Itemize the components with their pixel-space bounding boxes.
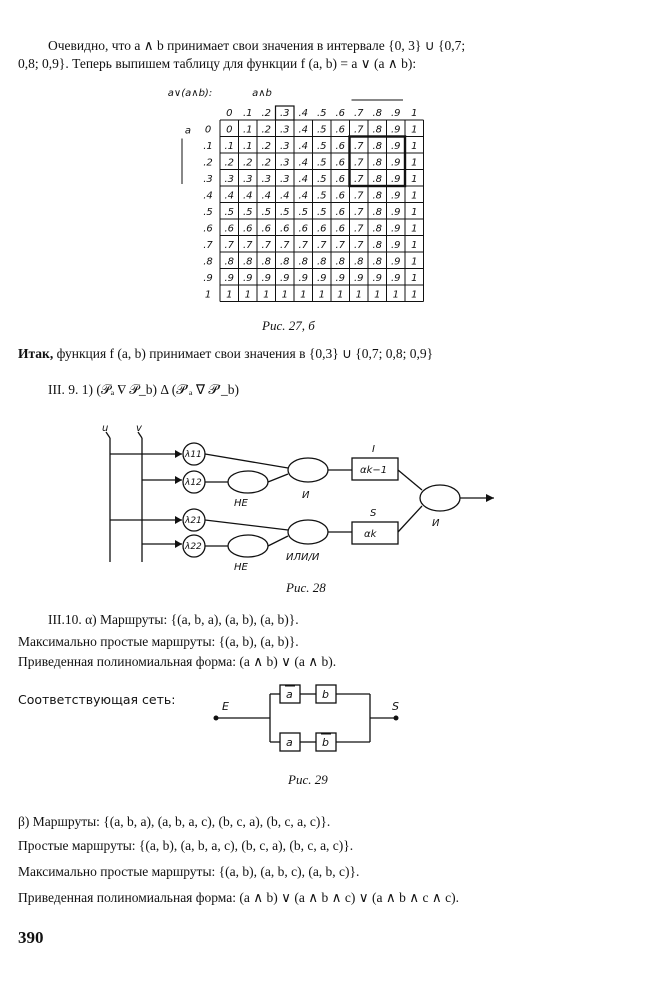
table-cell: .6 [335, 223, 346, 235]
table-cell: .7 [353, 124, 364, 136]
page-number: 390 [18, 928, 44, 947]
table-cell: .8 [372, 190, 383, 202]
table-cell: .5 [279, 206, 290, 218]
table-cell: .7 [353, 206, 364, 218]
table-cell: .9 [224, 272, 235, 284]
table-cell: .8 [372, 223, 383, 235]
table-cell: .8 [242, 256, 253, 268]
table-cell: .9 [390, 124, 401, 136]
table-cell: .6 [335, 190, 346, 202]
beta-routes: β) Маршруты: {(a, b, a), (a, b, a, c), (b, c, a), (b, c, a, c)}. [18, 814, 331, 829]
table-cell: 1 [411, 173, 418, 185]
itak-rest: функция f (a, b) принимает свои значения в {0,3} ∪ {0,7; 0,8; 0,9} [56, 346, 434, 361]
table-row-header: .8 [203, 256, 213, 268]
table-cell: .5 [261, 206, 272, 218]
table-cell: .1 [242, 140, 253, 152]
table-cell: 1 [411, 157, 418, 169]
fig29-label-S: S [392, 700, 399, 713]
table-cell: .3 [279, 173, 290, 185]
table-cell: .7 [335, 239, 346, 251]
simple-routes: Простые маршруты: {(a, b), (a, b, a, c), (b, c, a), (b, c, a, c)}. [18, 838, 354, 853]
table-cell: .4 [242, 190, 253, 202]
table-cell: .9 [390, 272, 401, 284]
table-cell: .6 [298, 223, 309, 235]
table-cell: .9 [390, 140, 401, 152]
table-cell: .2 [261, 124, 272, 136]
fig28-input-u: u [102, 423, 109, 434]
table-cell: .7 [242, 239, 253, 251]
table-cell: .1 [224, 140, 235, 152]
table-col-header: .2 [261, 108, 272, 119]
table-cell: .9 [390, 256, 401, 268]
fig28-not-bottom: НЕ [234, 562, 248, 573]
table-cell: 1 [411, 256, 418, 268]
table-col-header: .3 [279, 108, 290, 119]
fig29-top-a: a [286, 688, 293, 701]
table-row-header: .9 [203, 272, 213, 284]
table-cell: 0 [226, 124, 233, 136]
itak-line [18, 346, 433, 362]
table-cell: .7 [353, 190, 364, 202]
fig28-label-S: S [370, 508, 377, 519]
fig28-input-v: v [136, 423, 142, 434]
table-cell: 1 [318, 289, 325, 301]
table-cell: .4 [298, 124, 309, 136]
table-cell: .8 [224, 256, 235, 268]
table-cell: .4 [261, 190, 272, 202]
table-col-header: .7 [353, 108, 364, 119]
table-cell: .4 [224, 190, 235, 202]
table-cell: .5 [242, 206, 253, 218]
fig28-alpha-k: αk [364, 529, 377, 540]
table-cell: .9 [390, 223, 401, 235]
table-cell: .7 [316, 239, 327, 251]
fig28-and-top: И [302, 490, 310, 501]
fig28-lambda11: λ11 [185, 450, 202, 460]
max-simple-routes-1: Максимально простые маршруты: {(a, b), (a, b)}. [18, 634, 299, 649]
table-cell: 1 [411, 140, 418, 152]
table-cell: .9 [372, 272, 383, 284]
table-cell: .8 [372, 124, 383, 136]
table-cell: .4 [298, 140, 309, 152]
table-row-header: 0 [204, 124, 212, 136]
fig28-alpha-k1: αk−1 [360, 465, 388, 476]
fig29-bottom-b: b [322, 736, 329, 749]
table-cell: .9 [298, 272, 309, 284]
table-cell: .9 [335, 272, 346, 284]
table-cell: .7 [279, 239, 290, 251]
table-col-header: 1 [411, 108, 418, 119]
table-cell: .9 [390, 239, 401, 251]
table-cell: .2 [261, 140, 272, 152]
table-cell: .6 [335, 124, 346, 136]
table-cell: .9 [279, 272, 290, 284]
table-cell: .6 [335, 206, 346, 218]
table-cell: 1 [392, 289, 399, 301]
table-cell: .9 [261, 272, 272, 284]
table-cell: .6 [261, 223, 272, 235]
table-cell: .9 [390, 173, 401, 185]
table-cell: .7 [353, 239, 364, 251]
table-cell: .8 [372, 239, 383, 251]
figure-27-table [160, 84, 460, 309]
fig28-lambda21: λ21 [185, 516, 202, 526]
table-cell: 1 [244, 289, 251, 301]
table-cell: .6 [279, 223, 290, 235]
figure-28-diagram [96, 420, 506, 580]
table-cell: .8 [372, 140, 383, 152]
table-cell: 1 [411, 206, 418, 218]
table-cell: .8 [353, 256, 364, 268]
table-cell: 1 [355, 289, 362, 301]
table-cell: .4 [279, 190, 290, 202]
table-col-header: .5 [316, 108, 327, 119]
table-row-header: .6 [203, 223, 213, 235]
table-cell: .5 [316, 190, 327, 202]
table-row-header: .4 [203, 190, 213, 202]
fig28-lambda12: λ12 [185, 478, 202, 488]
table-cell: 1 [411, 289, 418, 301]
table-cell: .6 [335, 140, 346, 152]
table-cell: .7 [261, 239, 272, 251]
table-cell: .5 [316, 140, 327, 152]
table-cell: 1 [337, 289, 344, 301]
table-cell: .5 [298, 206, 309, 218]
table-cell: .2 [261, 157, 272, 169]
table-row-header: .5 [203, 206, 213, 218]
table-cell: .7 [353, 223, 364, 235]
fig29-bottom-a: a [286, 736, 293, 749]
table-cell: .9 [390, 157, 401, 169]
table-cell: .7 [353, 140, 364, 152]
table-cell: .5 [316, 124, 327, 136]
table-row-header: .3 [203, 173, 213, 185]
table-cell: .4 [298, 173, 309, 185]
table-cell: .2 [242, 157, 253, 169]
table-cell: .3 [261, 173, 272, 185]
table-cell: .9 [390, 206, 401, 218]
table-cell: .6 [242, 223, 253, 235]
fig29-label-E: E [222, 700, 229, 713]
table-cell: .1 [242, 124, 253, 136]
table-cell: .6 [335, 157, 346, 169]
fig28-or-and: ИЛИ/И [286, 552, 320, 563]
table-cell: .5 [316, 206, 327, 218]
table-cell: 1 [411, 239, 418, 251]
table-cell: .8 [335, 256, 346, 268]
table-cell: 1 [374, 289, 381, 301]
text-line-1: Очевидно, что a ∧ b принимает свои значения в интервале {0, 3} ∪ {0,7; [48, 38, 466, 53]
table-cell: .6 [335, 173, 346, 185]
table-row-header: 1 [204, 289, 212, 301]
table-row-header: .2 [203, 157, 213, 169]
table-cell: .8 [372, 157, 383, 169]
section-iii-9: III. 9. 1) (𝒫ₐ ∇ 𝒫_b) Δ (𝒫′ₐ ∇ 𝒫′_b) [48, 382, 240, 397]
table-cell: 1 [226, 289, 233, 301]
table-row-header: .7 [203, 239, 213, 251]
table-col-header: .4 [298, 108, 309, 119]
table-cell: 1 [411, 223, 418, 235]
table-cell: .4 [298, 190, 309, 202]
table-cell: .8 [261, 256, 272, 268]
fig28-label-I: I [372, 444, 375, 455]
fig28-and-final: И [432, 518, 440, 529]
table-cell: .3 [279, 124, 290, 136]
table-cell: .2 [224, 157, 235, 169]
section-iii-10: III.10. α) Маршруты: {(a, b, a), (a, b), (a, b)}. [48, 612, 299, 627]
table-col-header: 0 [226, 108, 233, 119]
table-cell: .9 [353, 272, 364, 284]
table-cell: .6 [224, 223, 235, 235]
text-line-2: 0,8; 0,9}. Теперь выпишем таблицу для функции f (a, b) = a ∨ (a ∧ b): [18, 56, 417, 71]
table-cell: .7 [353, 173, 364, 185]
fig28-not-top: НЕ [234, 498, 248, 509]
reduced-form-1: Приведенная полиномиальная форма: (a ∧ b) ∨ (a ∧ b). [18, 654, 337, 669]
table-col-header: .8 [372, 108, 383, 119]
table-col-header: .1 [242, 108, 253, 119]
table-cell: 1 [281, 289, 288, 301]
table-col-header: .9 [390, 108, 401, 119]
table-cell: 1 [411, 272, 418, 284]
table-cell: .8 [316, 256, 327, 268]
caption-fig29: Рис. 29 [288, 772, 328, 787]
itak-lead: Итак, [18, 346, 54, 361]
table-cell: .7 [353, 157, 364, 169]
table-cell: .8 [372, 256, 383, 268]
fig29-top-b: b [322, 688, 329, 701]
reduced-form-2: Приведенная полиномиальная форма: (a ∧ b) ∨ (a ∧ b ∧ c) ∨ (a ∧ b ∧ c ∧ c). [18, 890, 459, 905]
table-cell: .8 [372, 206, 383, 218]
table-cell: .3 [279, 157, 290, 169]
table-cell: .8 [372, 173, 383, 185]
table-cell: .9 [242, 272, 253, 284]
value-table-svg [160, 84, 460, 304]
table-row-label: a [184, 125, 192, 137]
table-cell: .5 [316, 173, 327, 185]
table-cell: .4 [298, 157, 309, 169]
network-label: Соответствующая сеть: [18, 692, 176, 707]
table-cell: .9 [316, 272, 327, 284]
table-cell: .9 [390, 190, 401, 202]
table-cell: .7 [298, 239, 309, 251]
table-cell: .8 [279, 256, 290, 268]
table-cell: 1 [300, 289, 307, 301]
table-col-label: a∧b [252, 88, 272, 99]
caption-fig28: Рис. 28 [286, 580, 326, 595]
figure-29-network [200, 680, 420, 770]
table-cell: .8 [298, 256, 309, 268]
table-cell: 1 [411, 124, 418, 136]
table-cell: .5 [316, 157, 327, 169]
caption-fig27: Рис. 27, б [262, 318, 315, 333]
table-cell: .5 [224, 206, 235, 218]
table-row-header: .1 [203, 140, 213, 152]
table-col-header: .6 [335, 108, 346, 119]
max-simple-routes-2: Максимально простые маршруты: {(a, b), (a, b, c), (a, b, c)}. [18, 864, 360, 879]
fig28-lambda22: λ22 [185, 542, 202, 552]
table-cell: 1 [411, 190, 418, 202]
table-cell: .6 [316, 223, 327, 235]
table-cell: .7 [224, 239, 235, 251]
table-cell: .3 [242, 173, 253, 185]
table-cell: .3 [279, 140, 290, 152]
table-corner-label: a∨(a∧b): [167, 88, 213, 99]
table-cell: .3 [224, 173, 235, 185]
table-cell: 1 [263, 289, 270, 301]
